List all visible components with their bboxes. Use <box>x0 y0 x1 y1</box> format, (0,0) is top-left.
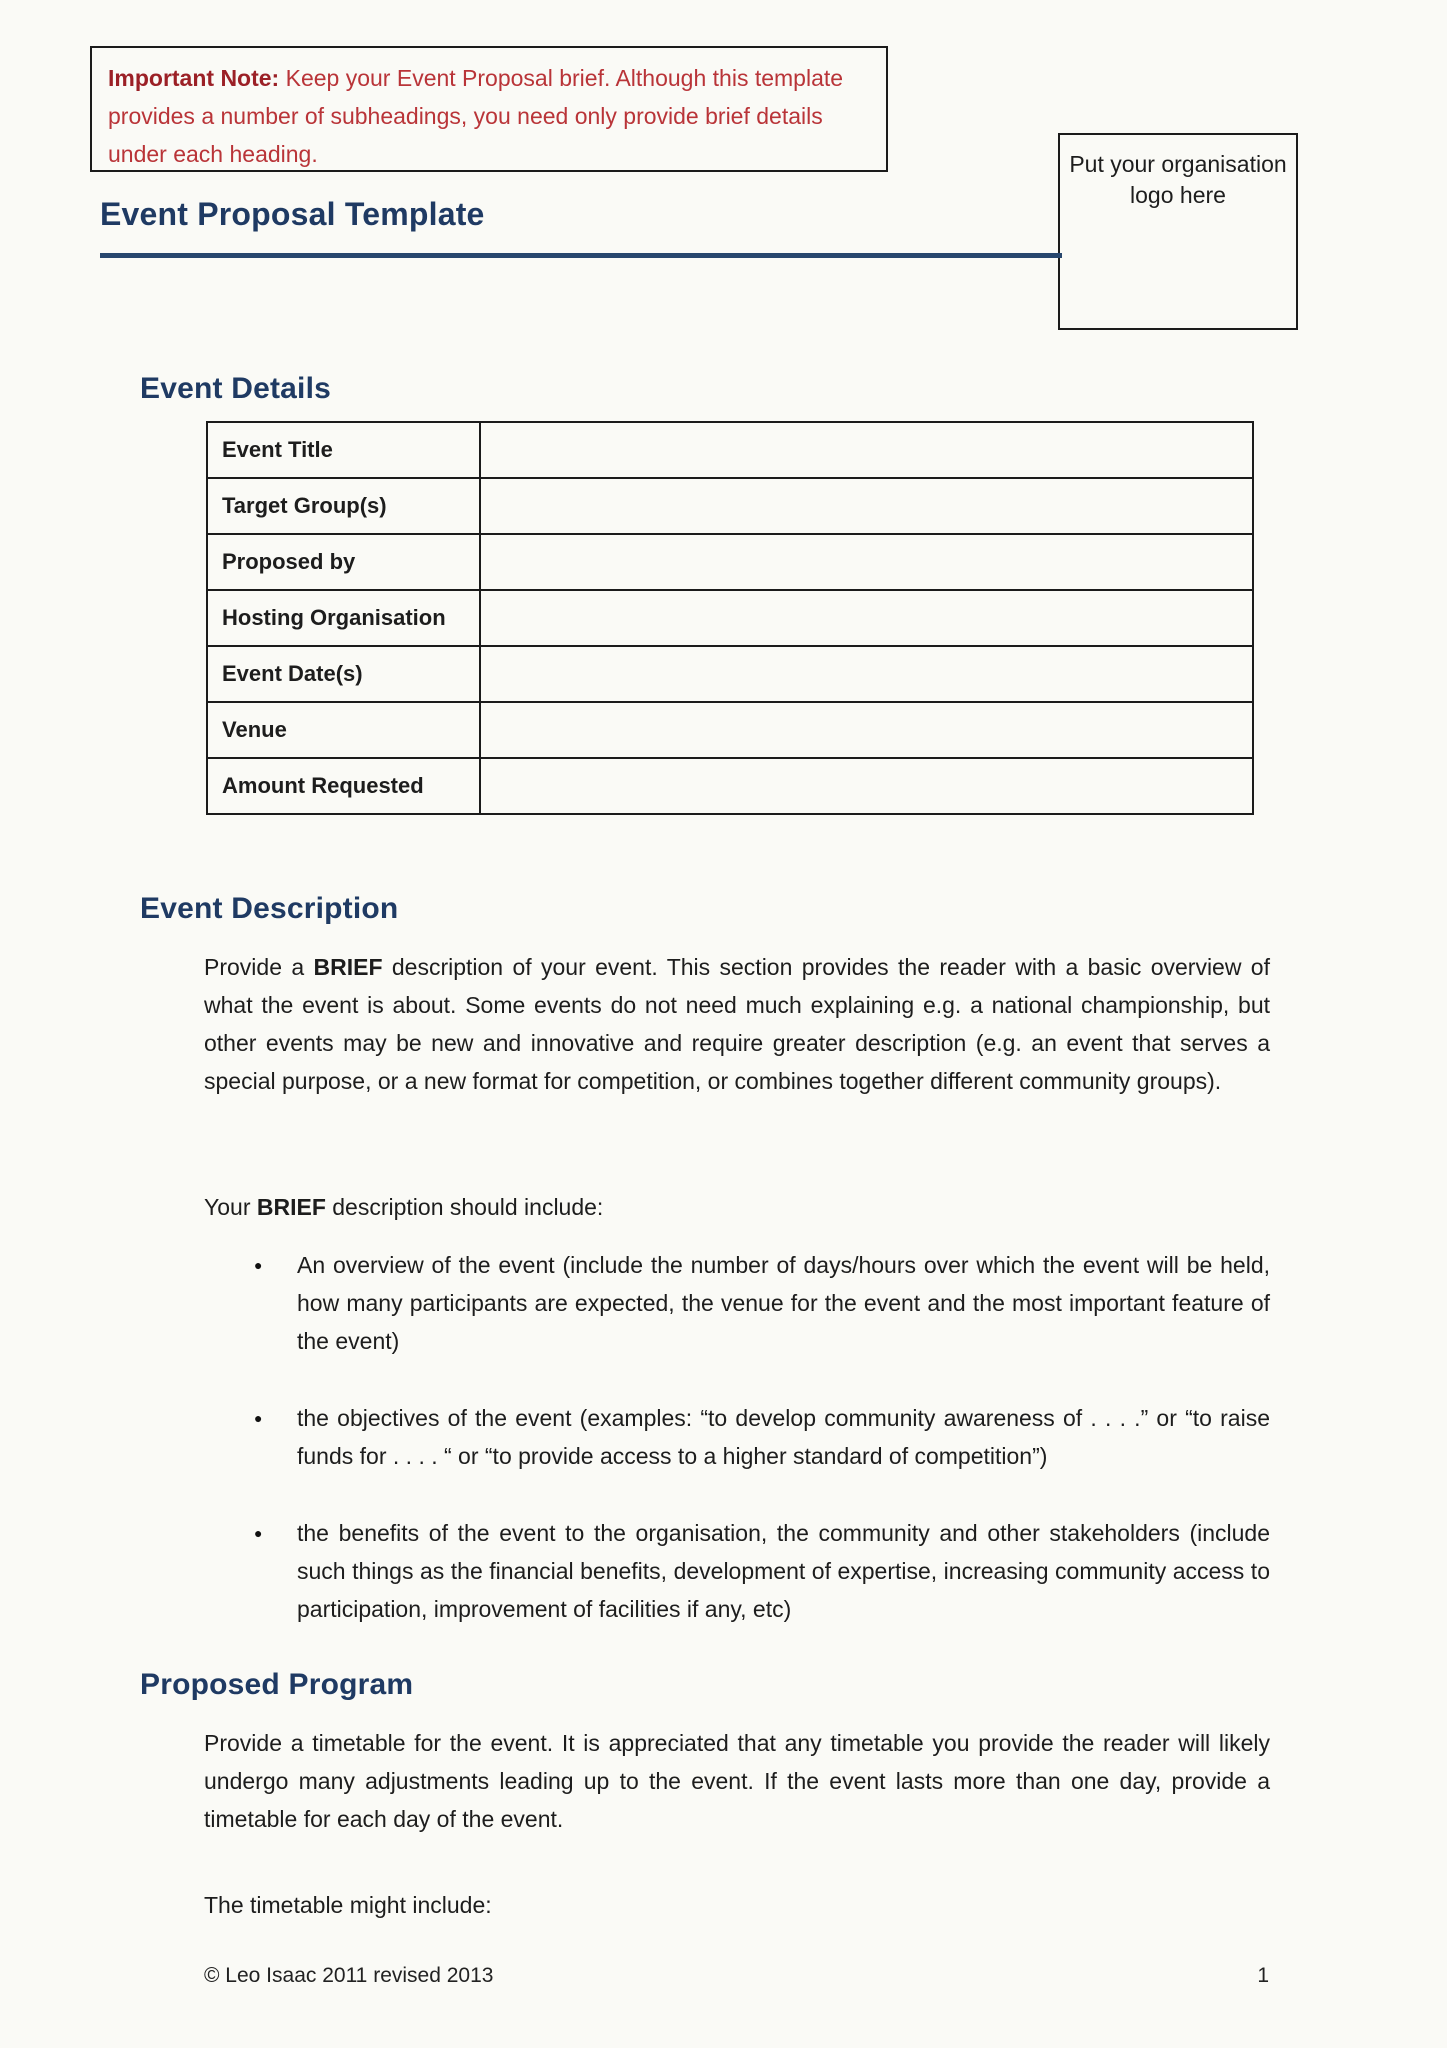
row-label: Venue <box>207 702 480 758</box>
footer-page-number: 1 <box>1257 1964 1269 1987</box>
section-heading-event-description: Event Description <box>140 892 399 925</box>
bullet-icon: ● <box>254 1257 263 1273</box>
row-label: Target Group(s) <box>207 478 480 534</box>
row-label: Proposed by <box>207 534 480 590</box>
important-note-box <box>90 46 888 172</box>
brief-bold-text: BRIEF <box>313 954 383 980</box>
bullet-text: An overview of the event (include the number of days/hours over which the event will be held, how many participants are expected, the venue for the event and the most important feature of the event) <box>297 1252 1270 1354</box>
table-row <box>207 590 1253 646</box>
logo-placeholder-box <box>1058 133 1298 330</box>
timetable-line: The timetable might include: <box>204 1892 492 1918</box>
important-note-text: Keep your Event Proposal brief. Although this template provides a number of subheadings, you need only provide brief details under each heading. <box>108 65 844 167</box>
table-row <box>207 646 1253 702</box>
brief-bold-text: BRIEF <box>256 1194 326 1220</box>
event-description-paragraph <box>204 948 1270 1100</box>
footer-copyright: © Leo Isaac 2011 revised 2013 <box>204 1964 494 1987</box>
section-heading-proposed-program: Proposed Program <box>140 1668 414 1701</box>
bullet-item <box>254 1514 1270 1628</box>
bullet-item <box>254 1246 1270 1360</box>
line-text: Your <box>204 1194 257 1220</box>
include-line <box>204 1188 603 1226</box>
bullet-icon: ● <box>254 1525 263 1541</box>
table-row <box>207 422 1253 478</box>
row-label: Event Date(s) <box>207 646 480 702</box>
row-value[interactable] <box>480 758 1253 814</box>
row-value[interactable] <box>480 646 1253 702</box>
row-label: Amount Requested <box>207 758 480 814</box>
row-value[interactable] <box>480 534 1253 590</box>
bullet-icon: ● <box>254 1410 263 1426</box>
row-value[interactable] <box>480 590 1253 646</box>
page-title: Event Proposal Template <box>100 196 485 232</box>
bullet-text: the benefits of the event to the organisation, the community and other stakeholders (include such things as the financial benefits, development of expertise, increasing community access to participation, improvement of facilities if any, etc) <box>297 1520 1270 1622</box>
row-label: Hosting Organisation <box>207 590 480 646</box>
row-value[interactable] <box>480 422 1253 478</box>
row-value[interactable] <box>480 478 1253 534</box>
logo-placeholder-text: Put your organisation logo here <box>1069 151 1287 208</box>
bullet-text: the objectives of the event (examples: “to develop community awareness of . . . .” or “to raise funds for . . . . “ or “to provide access to a higher standard of competition”) <box>297 1405 1270 1469</box>
bullet-list <box>254 1246 1270 1628</box>
line-text: description should include: <box>325 1194 604 1220</box>
section-heading-event-details: Event Details <box>140 372 332 405</box>
table-row <box>207 478 1253 534</box>
row-value[interactable] <box>480 702 1253 758</box>
proposed-program-paragraph: Provide a timetable for the event. It is appreciated that any timetable you provide the reader will likely undergo many adjustments leading up to the event. If the event lasts more than one day, provide a timetable for each day of the event. <box>204 1730 1270 1832</box>
bullet-item <box>254 1399 1270 1475</box>
paragraph-text: Provide a <box>204 954 314 980</box>
table-row <box>207 534 1253 590</box>
table-row <box>207 702 1253 758</box>
row-label: Event Title <box>207 422 480 478</box>
title-underline <box>100 253 1062 258</box>
important-note-label: Important Note: <box>108 65 280 91</box>
event-details-table <box>206 421 1254 815</box>
paragraph-text: description of your event. This section provides the reader with a basic overview of what the event is about. Some events do not need much explaining e.g. a national championship, but other events may be new and innovative and require greater description (e.g. an event that serves a special purpose, or a new format for competition, or combines together different community groups). <box>204 954 1270 1094</box>
table-row <box>207 758 1253 814</box>
